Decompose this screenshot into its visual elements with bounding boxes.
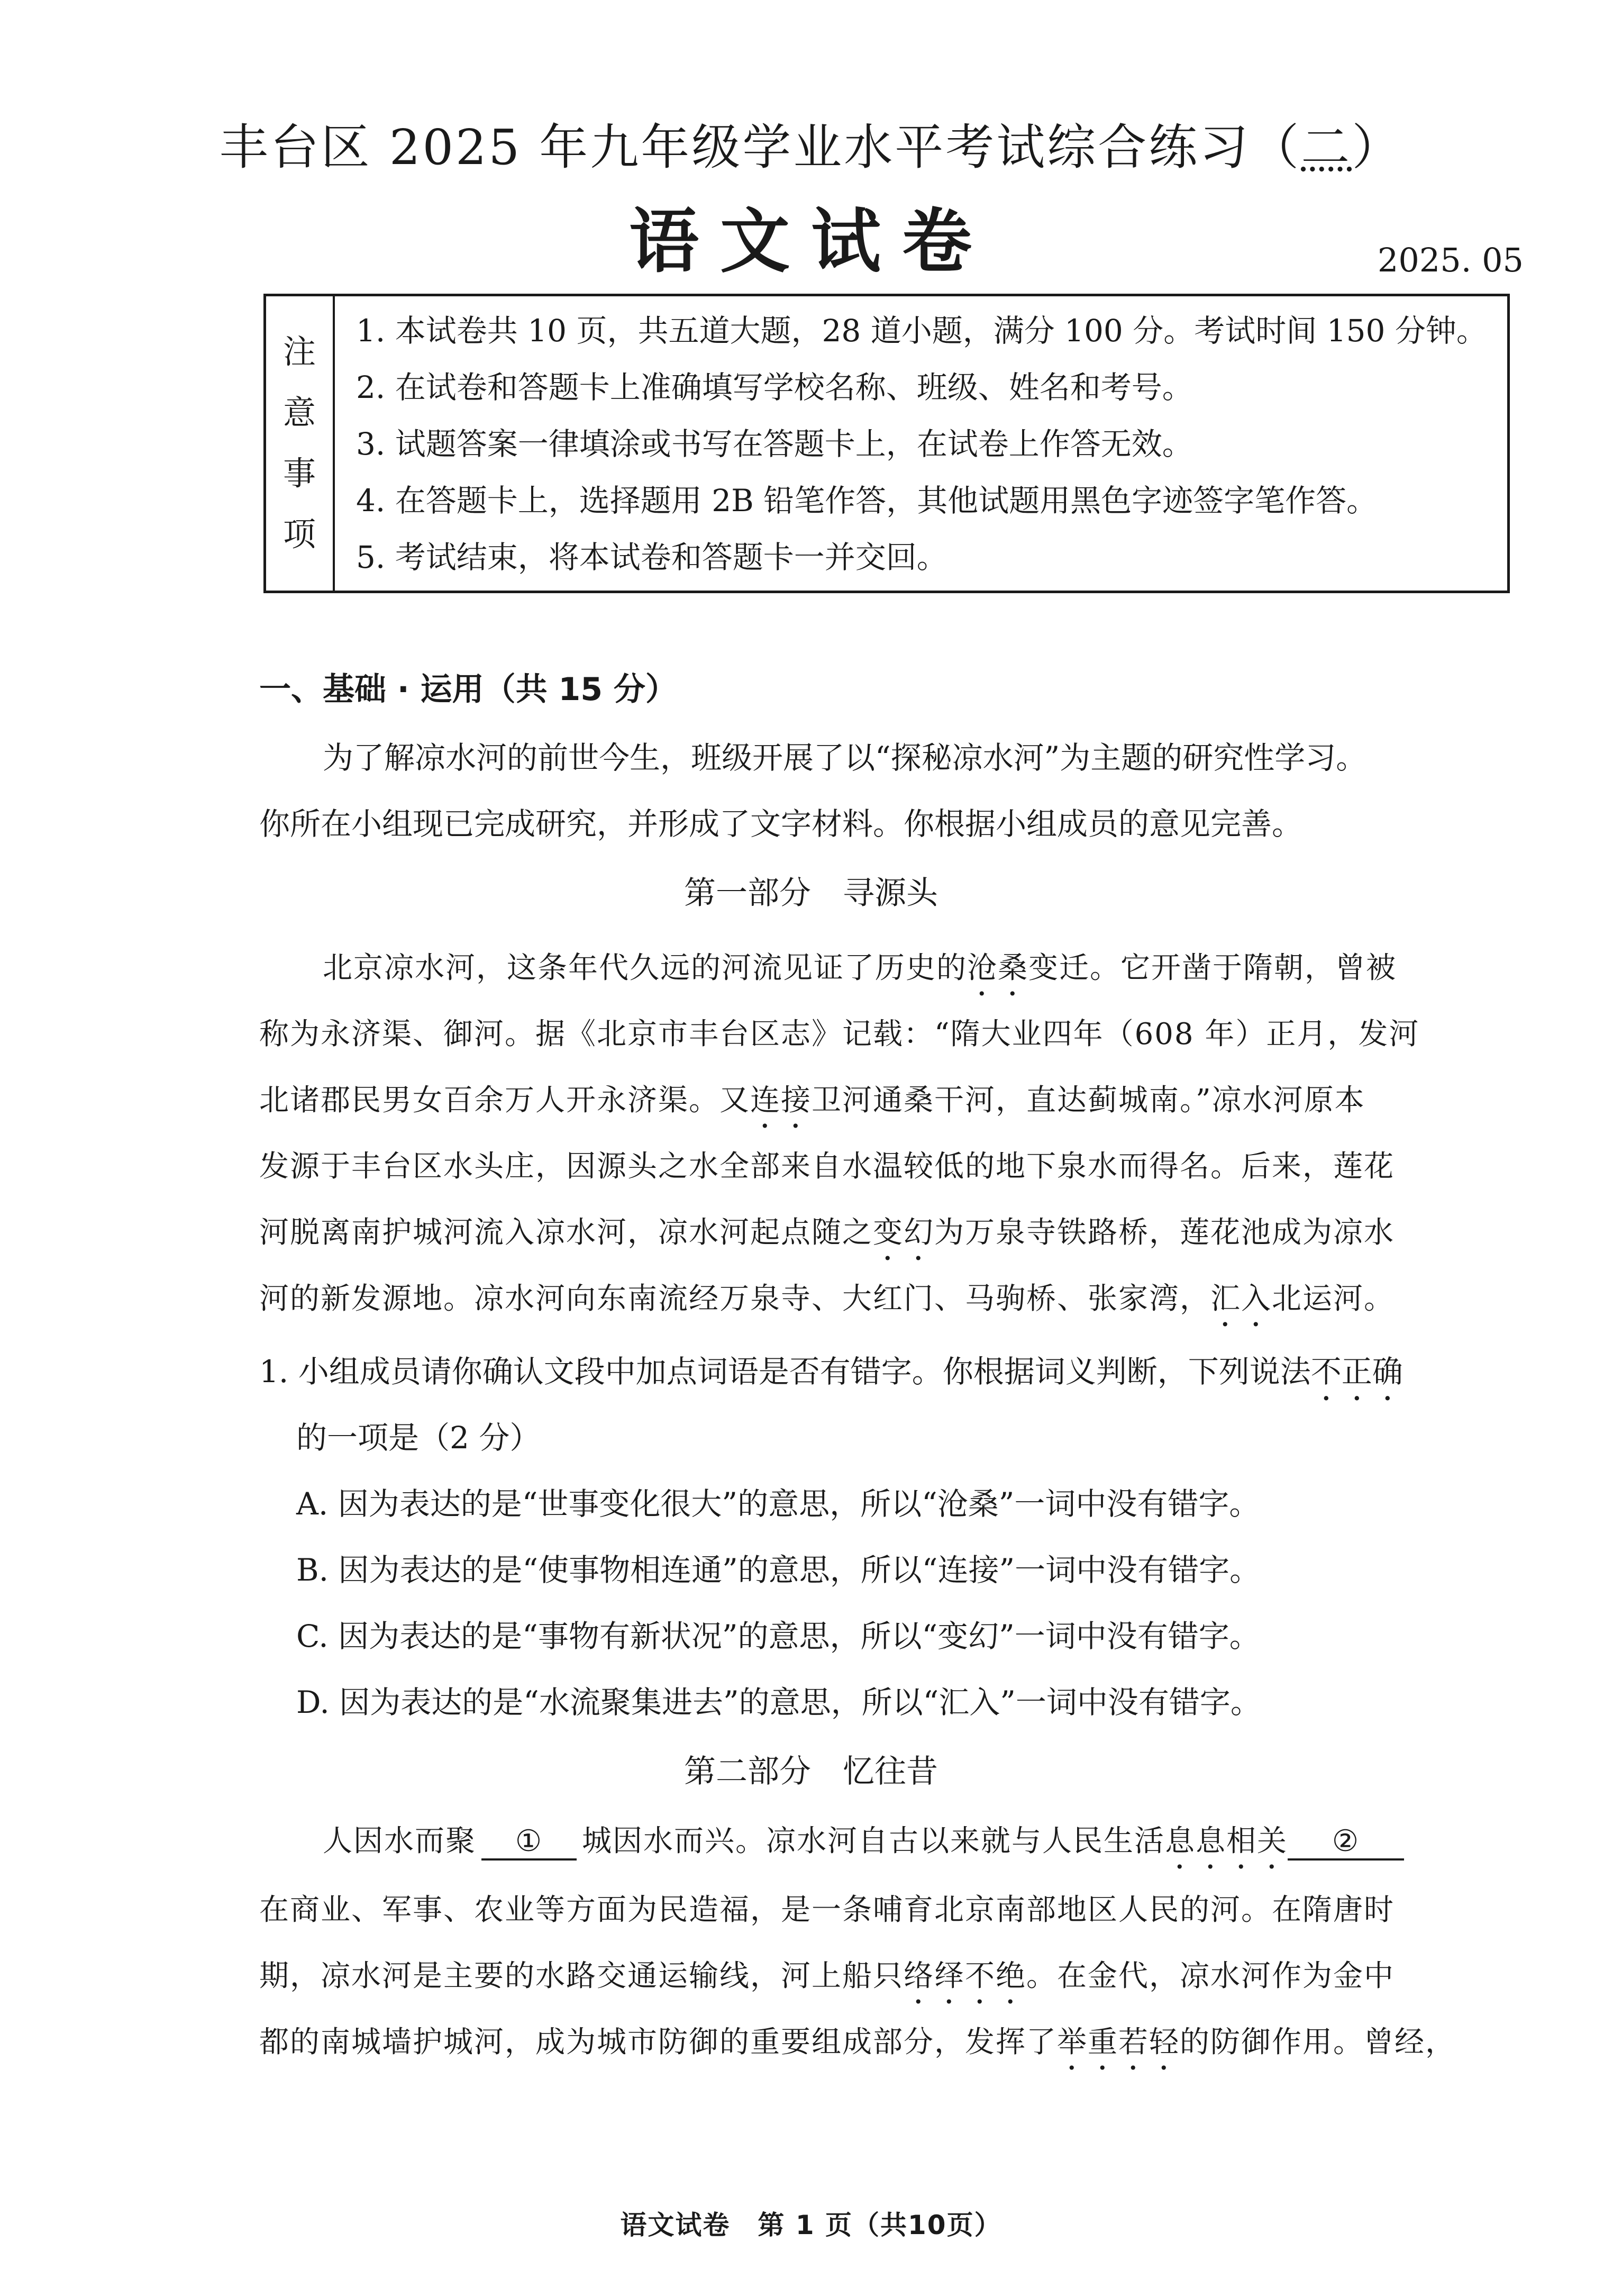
passage-text: 北运河。 <box>1272 1282 1395 1316</box>
passage-line <box>259 2019 1456 2077</box>
notice-label-cell <box>266 296 335 591</box>
passage-text: 发源于丰台区水头庄，因源头之水全部来自水温较低的地下泉水而得名。后来，莲花 <box>259 1149 1395 1184</box>
blank-1: ① <box>481 1824 577 1861</box>
page-footer: 语文试卷 第 1 页（共10页） <box>620 2210 1002 2240</box>
question-1-stem-cont: 的一项是（2 分） <box>296 1420 541 1456</box>
notice-box <box>263 294 1510 593</box>
exam-date: 2025. 05 <box>1377 241 1524 279</box>
passage-line: 在商业、军事、农业等方面为民造福，是一条哺育北京南部地区人民的河。在隋唐时 <box>259 1893 1395 1927</box>
emphasized-word: 络绎不绝 <box>904 1959 1026 1993</box>
passage-text: 河脱离南护城河流入凉水河，凉水河起点随之 <box>259 1215 873 1250</box>
passage-text: 都的南城墙护城河，成为城市防御的重要组成部分，发挥了 <box>259 2025 1057 2059</box>
passage-text: 称为永济渠、御河。据《北京市丰台区志》记载：“隋大业四年（608 年）正月，发河 <box>259 1017 1420 1051</box>
passage-text: 河的新发源地。凉水河向东南流经万泉寺、大红门、马驹桥、张家湾， <box>259 1282 1210 1316</box>
passage-text: 卫河通桑干河，直达蓟城南。”凉水河原本 <box>812 1083 1365 1118</box>
notice-item: 1. 本试卷共 10 页，共五道大题，28 道小题，满分 100 分。考试时间 150 分钟。 <box>356 313 1487 349</box>
section-heading: 一、基础 · 运用（共 15 分） <box>259 671 677 708</box>
blank-2: ② <box>1288 1824 1404 1861</box>
passage-text: 北诸郡民男女百余万人开永济渠。又 <box>259 1083 750 1118</box>
passage-text: 为万泉寺铁路桥，莲花池成为凉水 <box>934 1215 1395 1250</box>
passage-text: 期，凉水河是主要的水路交通运输线，河上船只 <box>259 1959 904 1993</box>
emphasized-word: 不正确 <box>1310 1354 1403 1390</box>
exam-title-prefix: 丰台区 2025 年九年级学业水平考试综合练习（ <box>219 119 1301 176</box>
passage-text: 北京凉水河，这条年代久远的河流见证了历史的 <box>323 951 967 985</box>
notice-item: 3. 试题答案一律填涂或书写在答题卡上，在试卷上作答无效。 <box>356 426 1193 462</box>
notice-label-char: 项 <box>283 515 316 553</box>
passage-line <box>259 1209 1395 1267</box>
question-1-stem <box>259 1347 1403 1408</box>
passage-text: 变迁。它开凿于隋朝，曾被 <box>1028 951 1397 985</box>
exam-title-suffix: ） <box>1352 119 1403 176</box>
notice-item: 4. 在答题卡上，选择题用 2B 铅笔作答，其他试题用黑色字迹签字笔作答。 <box>356 483 1378 519</box>
passage-line <box>259 1143 1395 1185</box>
exam-title <box>0 108 1622 178</box>
notice-item: 2. 在试卷和答题卡上准确填写学校名称、班级、姓名和考号。 <box>356 369 1193 405</box>
emphasized-word: 息息相关 <box>1165 1824 1288 1858</box>
notice-label-char: 事 <box>283 454 316 493</box>
passage-text: 人因水而聚 <box>323 1824 476 1858</box>
emphasized-word: 举重若轻 <box>1057 2025 1180 2059</box>
notice-label-char: 意 <box>283 393 316 432</box>
part-two-title: 忆往昔 <box>843 1753 938 1790</box>
emphasized-word: 变幻 <box>873 1215 934 1250</box>
exam-title-number: 二 <box>1301 119 1352 176</box>
passage-line <box>259 1011 1419 1053</box>
part-one-title: 寻源头 <box>843 875 938 912</box>
passage-text: 。在金代，凉水河作为金中 <box>1026 1959 1395 1993</box>
passage-line <box>259 1275 1395 1333</box>
part-two-label: 第二部分 <box>684 1753 811 1790</box>
emphasized-word: 汇入 <box>1210 1282 1272 1316</box>
option-c: C. 因为表达的是“事物有新状况”的意思，所以“变幻”一词中没有错字。 <box>296 1618 1260 1654</box>
emphasized-word: 连接 <box>750 1083 812 1118</box>
part-one-heading <box>0 868 1622 913</box>
passage-line <box>323 1818 1404 1876</box>
passage-line <box>259 1953 1395 2011</box>
notice-label-char: 注 <box>283 332 316 371</box>
option-b: B. 因为表达的是“使事物相连通”的意思，所以“连接”一词中没有错字。 <box>296 1552 1261 1588</box>
option-a: A. 因为表达的是“世事变化很大”的意思，所以“沧桑”一词中没有错字。 <box>296 1486 1260 1522</box>
subject-title: 语文试卷 <box>629 201 993 283</box>
passage-text: 的防御作用。曾经， <box>1180 2025 1456 2059</box>
emphasized-word: 沧桑 <box>967 951 1028 985</box>
intro-line: 你所在小组现已完成研究，并形成了文字材料。你根据小组成员的意见完善。 <box>259 806 1303 842</box>
notice-item: 5. 考试结束，将本试卷和答题卡一并交回。 <box>356 539 947 575</box>
part-one-label: 第一部分 <box>684 875 811 912</box>
option-d: D. 因为表达的是“水流聚集进去”的意思，所以“汇入”一词中没有错字。 <box>296 1684 1261 1720</box>
intro-line: 为了解凉水河的前世今生，班级开展了以“探秘凉水河”为主题的研究性学习。 <box>323 740 1367 776</box>
part-two-heading <box>0 1746 1622 1792</box>
passage-line <box>259 1077 1365 1135</box>
passage-text: 城因水而兴。凉水河自古以来就与人民生活 <box>582 1824 1165 1858</box>
passage-line <box>323 945 1397 1003</box>
question-text: 1. 小组成员请你确认文段中加点词语是否有错字。你根据词义判断，下列说法 <box>259 1354 1311 1390</box>
